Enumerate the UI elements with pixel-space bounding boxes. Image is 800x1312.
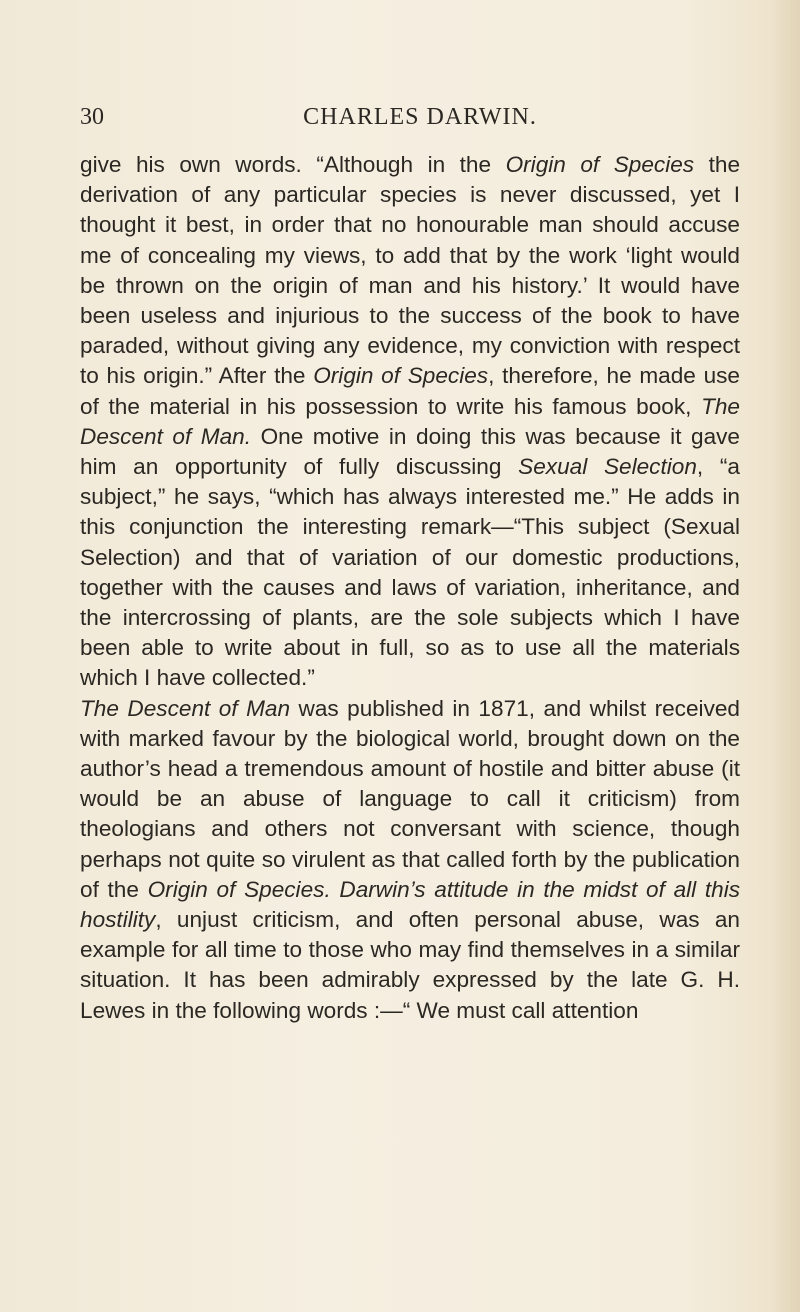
italic-text: Origin of Species [313, 363, 489, 389]
text-run: give his own words. “Although in the [80, 152, 506, 177]
text-run: the derivation of any particular species is never discussed, yet I thought it best, in order that no honourable man should accuse me of concealing my views, to add that by the work ‘light would be thrown on the origin of man and his history.’ It would have been useless and injurious to the success of the book to have paraded, without giving any evidence, my conviction with respect to his origin.” After the [80, 152, 741, 389]
paragraph [80, 694, 740, 1026]
body-text [80, 150, 740, 1026]
text-run: was published in 1871, and whilst received with marked favour by the biological world, brought down on the author’s head a tremendous amount of hostile and bitter abuse (it would be an abuse of language to call it criticism) from theologians and others not conversant with science, though perhaps not quite so virulent as that called forth by the publication of the [80, 695, 740, 902]
text-run: , therefore, he made use of the material in his possession to write his famous book, [80, 363, 740, 419]
italic-text: Origin of Species [505, 152, 695, 177]
italic-text: Sexual Selection [518, 454, 697, 480]
page-number: 30 [80, 104, 104, 130]
paragraph [80, 150, 740, 694]
text-run: , “a subject,” he says, “which has always interested me.” He adds in this conjunction the interesting remark—“This subject (Sexual Selection) and that of variation of our domestic productions, together with the causes and laws of variation, inheritance, and the intercrossing of plants, are the sole subjects which I have been able to write about in full, so as to use all the materials which I have collected.” [80, 454, 740, 691]
italic-text: The Descent of Man. [80, 393, 740, 449]
italic-text: Origin of Species. Darwin’s attitude in the midst of all this hostility [80, 876, 741, 933]
italic-text: The Descent of Man [80, 695, 291, 721]
page-header [80, 104, 740, 144]
text-run: One motive in doing this was because it gave him an opportunity of fully discussing [80, 423, 740, 480]
running-title: CHARLES DARWIN. [303, 104, 537, 130]
text-run: , unjust criticism, and often personal abuse, was an example for all time to those who may find themselves in a similar situation. It has been admirably expressed by the late G. H. Lewes in the following words :—“ We must call attention [80, 907, 740, 1023]
page-edge-shadow [770, 0, 800, 1312]
